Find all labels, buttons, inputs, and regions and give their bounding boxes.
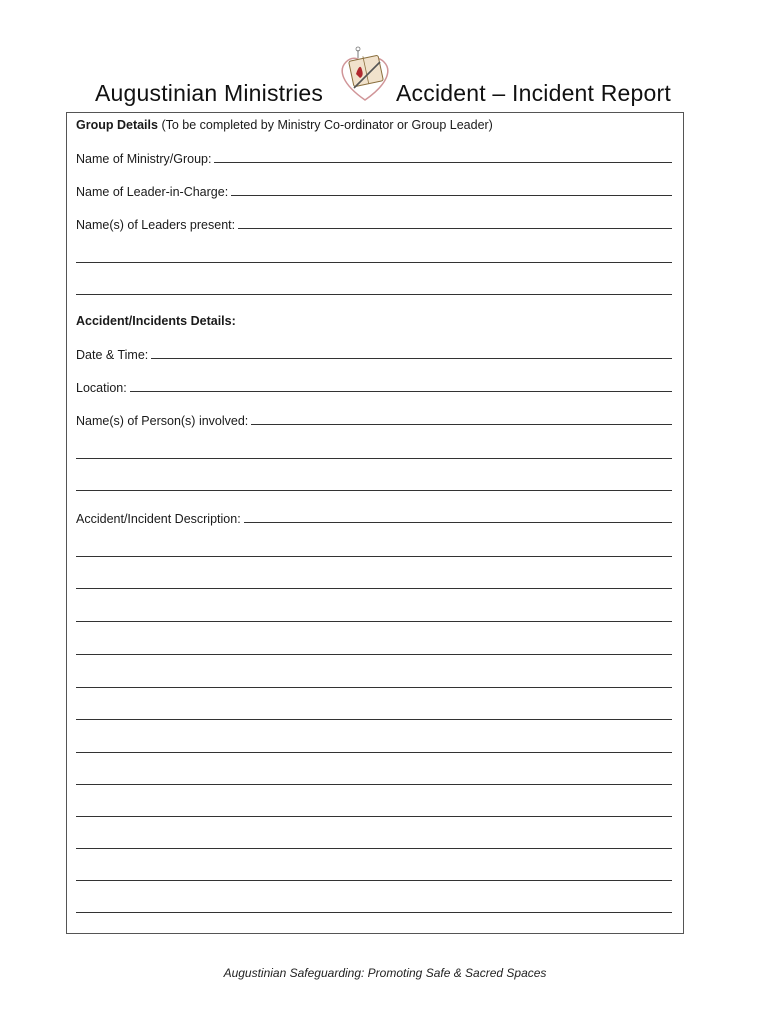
footer-tagline: Augustinian Safeguarding: Promoting Safe & Sacred Spaces bbox=[223, 966, 547, 980]
leader-in-charge-line[interactable] bbox=[231, 195, 672, 196]
blank-line[interactable] bbox=[76, 848, 672, 849]
description-label: Accident/Incident Description: bbox=[76, 512, 241, 526]
location-label: Location: bbox=[76, 381, 127, 395]
report-header bbox=[0, 44, 770, 114]
blank-line[interactable] bbox=[76, 621, 672, 622]
blank-line[interactable] bbox=[76, 654, 672, 655]
accident-details-heading bbox=[76, 314, 236, 328]
leaders-present-line[interactable] bbox=[238, 228, 672, 229]
blank-line[interactable] bbox=[76, 880, 672, 881]
blank-line[interactable] bbox=[76, 687, 672, 688]
persons-involved-field[interactable] bbox=[76, 410, 672, 428]
blank-line[interactable] bbox=[76, 912, 672, 913]
ministry-name-line[interactable] bbox=[214, 162, 672, 163]
heart-book-logo-icon bbox=[334, 44, 396, 106]
description-line[interactable] bbox=[244, 522, 672, 523]
location-field[interactable] bbox=[76, 377, 672, 395]
persons-involved-line[interactable] bbox=[251, 424, 672, 425]
blank-line[interactable] bbox=[76, 784, 672, 785]
accident-details-heading-text: Accident/Incidents Details: bbox=[76, 314, 236, 328]
blank-line[interactable] bbox=[76, 262, 672, 263]
group-details-heading bbox=[76, 118, 493, 132]
persons-involved-label: Name(s) of Person(s) involved: bbox=[76, 414, 249, 428]
group-details-heading-note: (To be completed by Ministry Co-ordinator or Group Leader) bbox=[161, 118, 493, 132]
blank-line[interactable] bbox=[76, 816, 672, 817]
blank-line[interactable] bbox=[76, 556, 672, 557]
blank-line[interactable] bbox=[76, 294, 672, 295]
report-title: Accident – Incident Report bbox=[396, 80, 671, 106]
leaders-present-label: Name(s) of Leaders present: bbox=[76, 218, 236, 232]
blank-line[interactable] bbox=[76, 752, 672, 753]
date-time-line[interactable] bbox=[151, 358, 672, 359]
leader-in-charge-label: Name of Leader-in-Charge: bbox=[76, 185, 229, 199]
description-field[interactable] bbox=[76, 508, 672, 526]
date-time-label: Date & Time: bbox=[76, 348, 149, 362]
group-details-heading-bold: Group Details bbox=[76, 118, 158, 132]
location-line[interactable] bbox=[130, 391, 672, 392]
blank-line[interactable] bbox=[76, 719, 672, 720]
leader-in-charge-field[interactable] bbox=[76, 181, 672, 199]
ministry-name-label: Name of Ministry/Group: bbox=[76, 152, 212, 166]
organization-title: Augustinian Ministries bbox=[95, 80, 324, 106]
leaders-present-field[interactable] bbox=[76, 214, 672, 232]
date-time-field[interactable] bbox=[76, 344, 672, 362]
ministry-name-field[interactable] bbox=[76, 148, 672, 166]
blank-line[interactable] bbox=[76, 458, 672, 459]
blank-line[interactable] bbox=[76, 490, 672, 491]
blank-line[interactable] bbox=[76, 588, 672, 589]
